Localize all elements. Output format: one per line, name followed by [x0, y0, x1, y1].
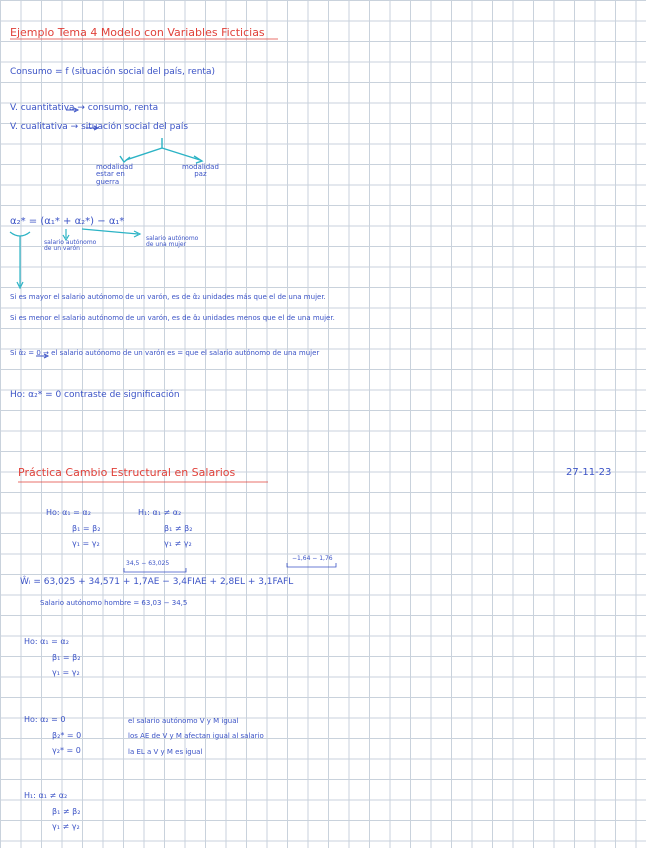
regression-note-sub: 34,5 − 63,025 [126, 560, 170, 567]
h0-block-c: Ho: α₂ = 0 β₂* = 0 γ₂* = 0 [24, 715, 82, 756]
h1-block-b: H₁: α₁ ≠ α₂ β₁ ≠ β₂ γ₁ ≠ γ₂ [24, 791, 81, 832]
alpha-equation: α₂* = (α₁* + α₂*) − α₁* [10, 216, 125, 227]
salario-mujer-label: salario autónomo de una mujer [146, 235, 199, 249]
page2-date: 27-11-23 [566, 467, 612, 478]
h0-block-c-notes: el salario autónomo V y M igual los AE de V y M afectan igual al salario la EL a V y M es igual [128, 717, 264, 756]
modalidad-paz: modalidad paz [182, 163, 219, 179]
modalidad-guerra: modalidad estar en guerra [96, 163, 133, 186]
salario-hombre: Salario autónomo hombre = 63,03 − 34,5 [40, 599, 188, 607]
h1-block: H₁: α₁ ≠ α₂ β₁ ≠ β₂ γ₁ ≠ γ₂ [138, 508, 193, 549]
variable-cualitativa: V. cualitativa → situación social del país [10, 122, 189, 132]
h0-block: Ho: α₁ = α₂ β₁ = β₂ γ₁ = γ₂ [46, 508, 101, 549]
consumo-equation: Consumo = f (situación social del país, renta) [10, 67, 215, 77]
regression-note-right: −1,64 − 1,76 [292, 555, 333, 562]
line-mayor: Si es mayor el salario autónomo de un varón, es de α̂₂ unidades más que el de una mujer. [10, 293, 326, 301]
line-igual: Si α̂₂ = 0 → el salario autónomo de un varón es = que el salario autónomo de una mujer [10, 349, 320, 357]
variable-cuantitativa: V. cuantitativa → consumo, renta [10, 103, 159, 113]
h0-block-b: Ho: α₁ = α₂ β₁ = β₂ γ₁ = γ₂ [24, 637, 81, 678]
page2-title: Práctica Cambio Estructural en Salarios [18, 466, 236, 479]
line-menor: Si es menor el salario autónomo de un varón, es de α̂₂ unidades menos que el de una mujer. [10, 314, 335, 322]
salario-varon-label: salario autónomo de un varón [44, 239, 97, 253]
regression-equation: Ŵᵢ = 63,025 + 34,571 + 1,7AE − 3,4FIAE + 2,8EL + 3,1FAFL [20, 577, 294, 587]
h0-significacion: Ho: α₂* = 0 contraste de significación [10, 390, 180, 400]
page1-title: Ejemplo Tema 4 Modelo con Variables Ficticias [10, 26, 265, 39]
